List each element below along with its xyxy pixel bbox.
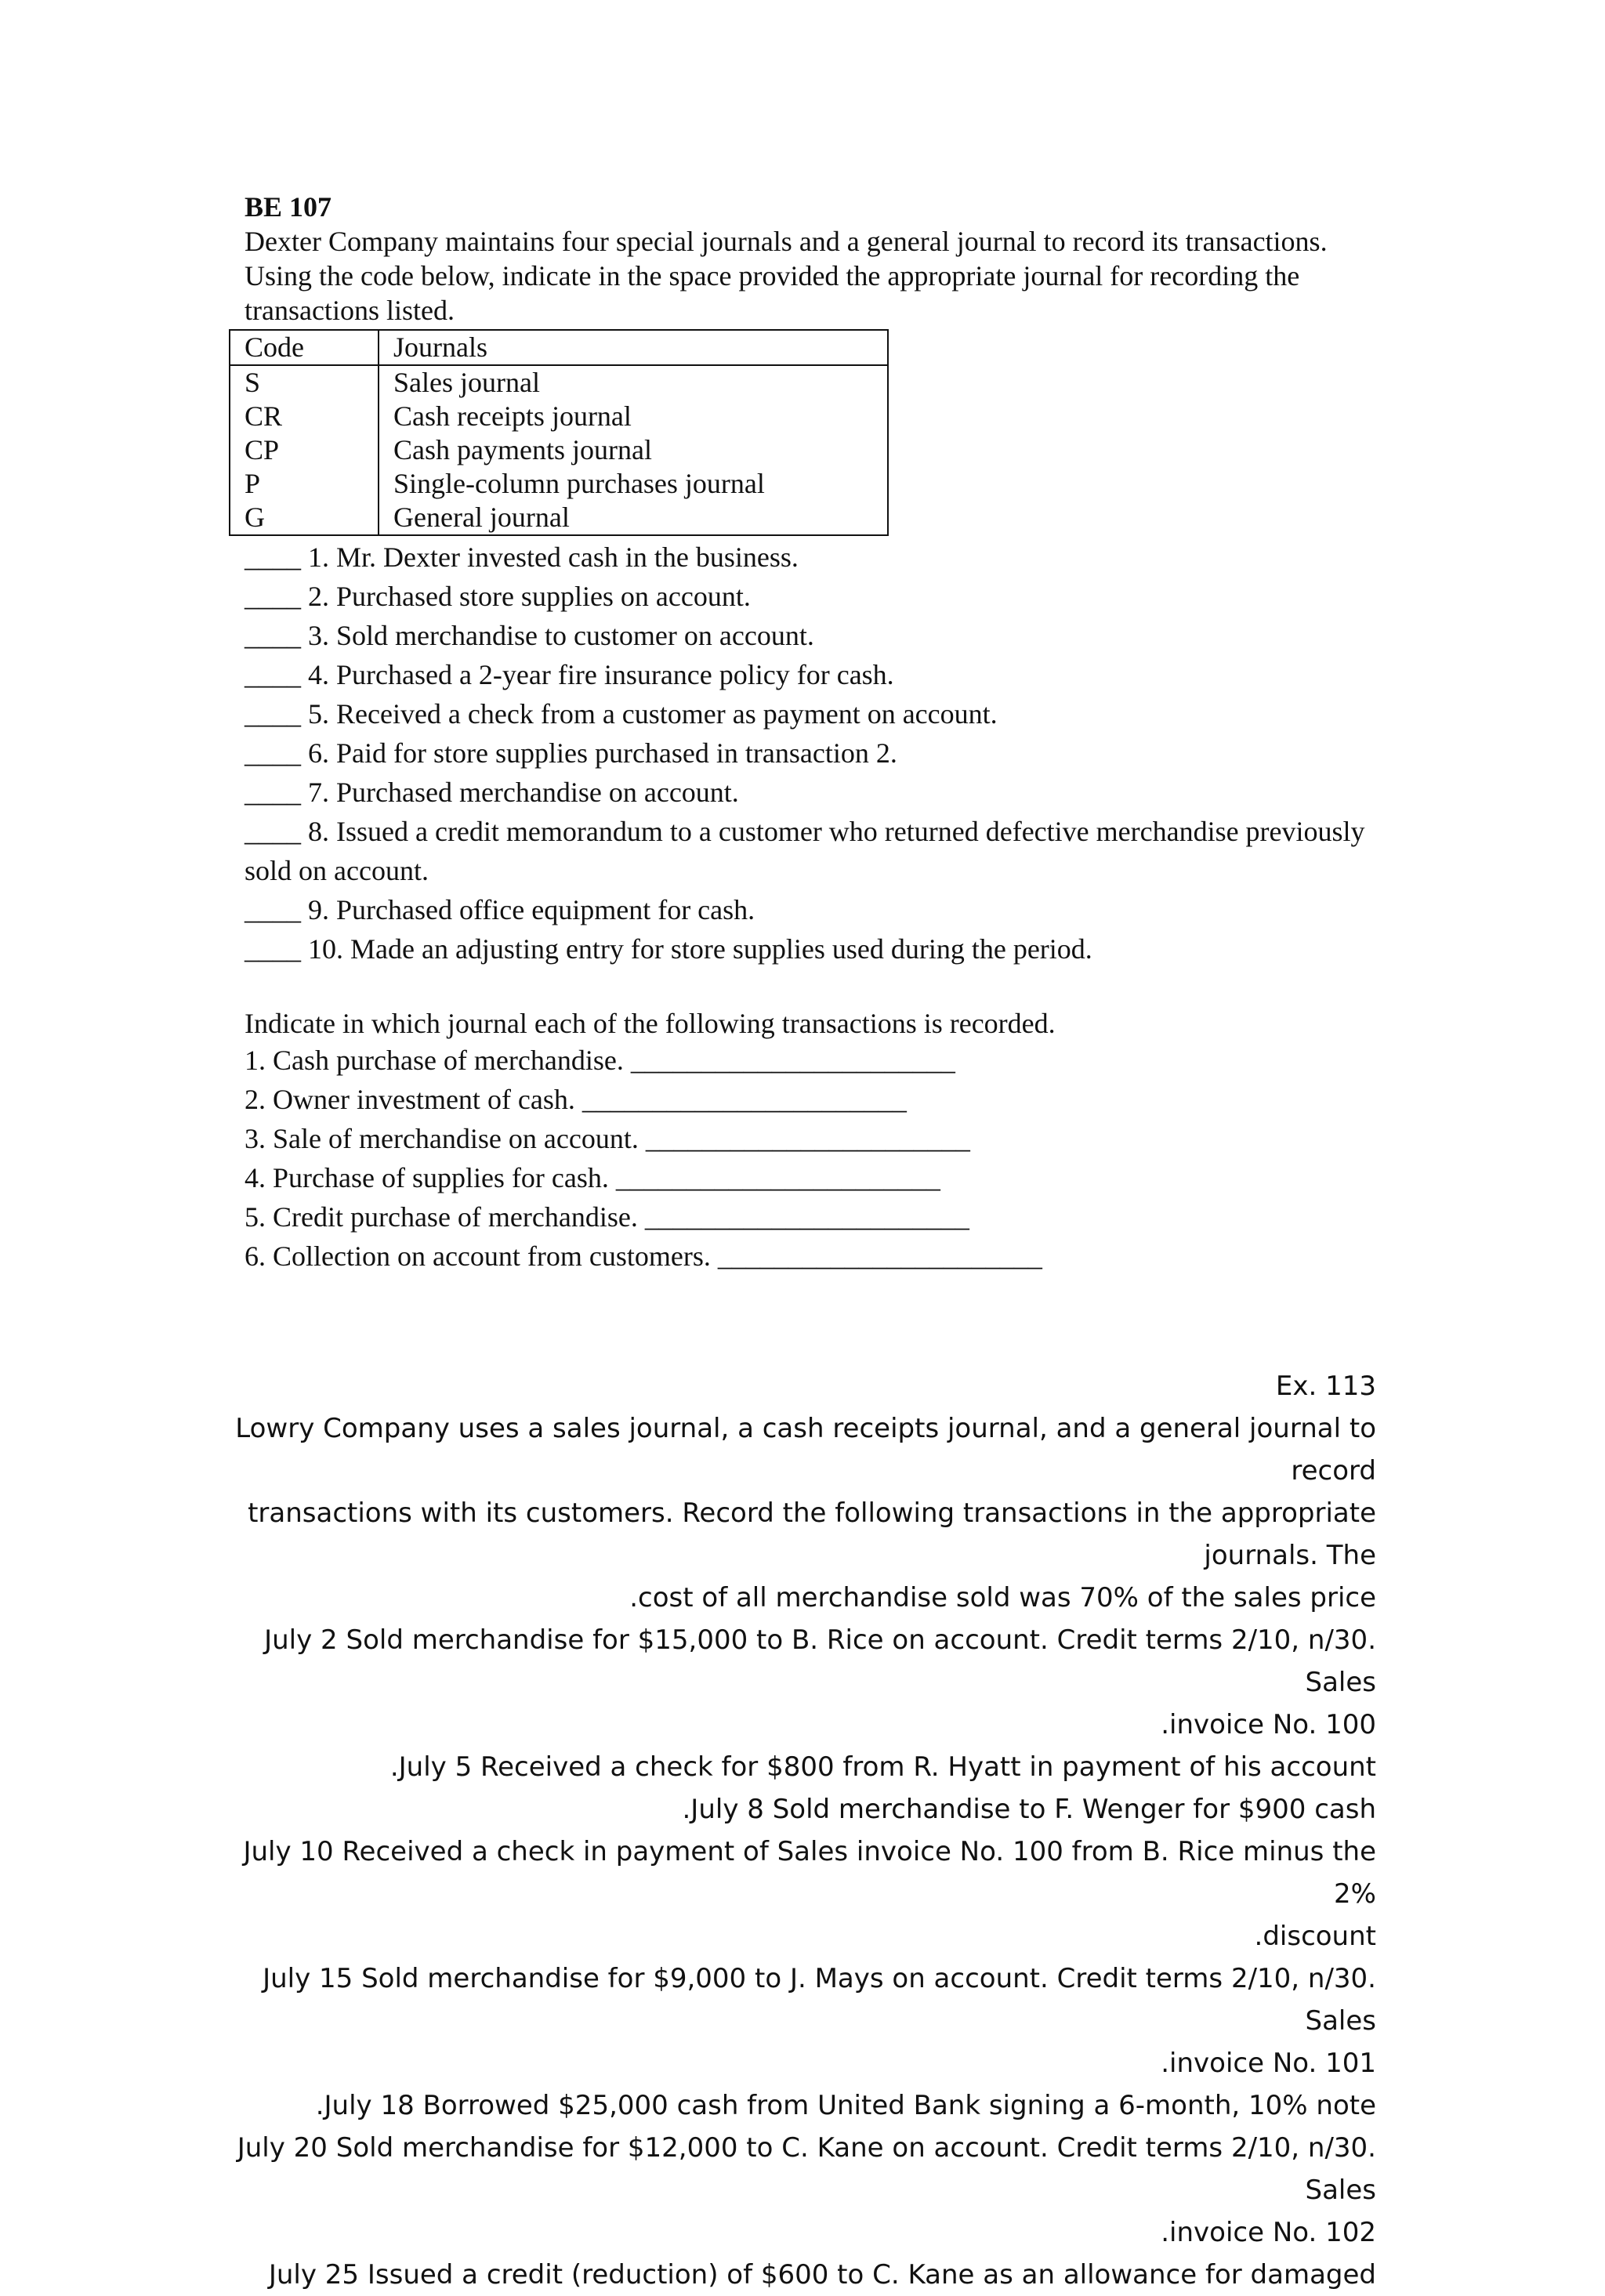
table-row — [230, 467, 888, 501]
list-item: ____ 6. Paid for store supplies purchased in transaction 2. — [245, 737, 897, 769]
table-header-journals: Journals — [379, 330, 888, 365]
ex-line: July 25 Issued a credit (reduction) of $600 to C. Kane as an allowance for damaged — [268, 2259, 1376, 2291]
ex-line: journals. The — [1204, 1540, 1376, 1571]
list-item: ____ 10. Made an adjusting entry for store supplies used during the period. — [245, 933, 1092, 965]
ex-title: Ex. 113 — [1275, 1371, 1376, 1402]
table-cell-journal: Cash payments journal — [393, 434, 652, 465]
list-item: ____ 1. Mr. Dexter invested cash in the business. — [245, 541, 799, 573]
be-title: BE 107 — [245, 191, 332, 223]
question-list — [245, 1041, 1389, 1276]
ex-line: July 20 Sold merchandise for $12,000 to C. Kane on account. Credit terms 2/10, n/30. Sales — [237, 2132, 1376, 2206]
table-cell-journal: Cash receipts journal — [393, 400, 632, 432]
ex-line: July 15 Sold merchandise for $9,000 to J. Mays on account. Credit terms 2/10, n/30. Sales — [263, 1963, 1376, 2037]
table-row — [230, 501, 888, 535]
table-cell-code: P — [230, 467, 379, 501]
be-107-section — [245, 190, 1389, 1276]
ex-line: July 2 Sold merchandise for $15,000 to B. Rice on account. Credit terms 2/10, n/30. Sales — [264, 1624, 1376, 1698]
table-cell-journal: Single-column purchases journal — [393, 468, 765, 499]
journal-code-table — [229, 329, 889, 536]
list-item: 2. Owner investment of cash. _______________________ — [245, 1084, 907, 1115]
be-intro-2: Using the code below, indicate in the space provided the appropriate journal for recording the transactions listed. — [245, 260, 1300, 326]
list-item: ____ 4. Purchased a 2-year fire insurance policy for cash. — [245, 659, 894, 690]
ex-113-section — [232, 1365, 1376, 2296]
table-row — [230, 365, 888, 400]
list-item: 3. Sale of merchandise on account. _______________________ — [245, 1123, 970, 1154]
ex-line: .invoice No. 102 — [1161, 2217, 1376, 2248]
table-row — [230, 433, 888, 467]
list-item: ____ 3. Sold merchandise to customer on account. — [245, 620, 814, 651]
ex-line: .July 8 Sold merchandise to F. Wenger for $900 cash — [682, 1794, 1376, 1825]
ex-line: .July 18 Borrowed $25,000 cash from United Bank signing a 6-month, 10% note — [315, 2090, 1376, 2121]
ex-line: transactions with its customers. Record the following transactions in the appropriate — [248, 1497, 1376, 1529]
ex-line: .July 5 Received a check for $800 from R. Hyatt in payment of his account — [389, 1751, 1376, 1783]
ex-line: Lowry Company uses a sales journal, a cash receipts journal, and a general journal to record — [235, 1413, 1376, 1487]
list-item: 6. Collection on account from customers. _______________________ — [245, 1240, 1042, 1272]
table-cell-code: CR — [230, 400, 379, 433]
ex-line: .invoice No. 101 — [1161, 2048, 1376, 2079]
list-item: 5. Credit purchase of merchandise. _______________________ — [245, 1201, 969, 1233]
ex-line: .discount — [1254, 1921, 1376, 1952]
be-intro-1: Dexter Company maintains four special journals and a general journal to record its transactions. — [245, 226, 1328, 257]
transaction-task-list — [245, 538, 1389, 969]
list-item: ____ 7. Purchased merchandise on account. — [245, 777, 739, 808]
ex-line: July 10 Received a check in payment of Sales invoice No. 100 from B. Rice minus the 2% — [243, 1836, 1376, 1910]
table-cell-code: G — [230, 501, 379, 535]
table-cell-code: S — [230, 365, 379, 400]
table-row — [230, 400, 888, 433]
list-item: ____ 8. Issued a credit memorandum to a customer who returned defective merchandise previously sold on account. — [245, 816, 1365, 886]
list-item: ____ 5. Received a check from a customer as payment on account. — [245, 698, 998, 730]
ex-line: .cost of all merchandise sold was 70% of the sales price — [629, 1582, 1376, 1613]
list-item: ____ 9. Purchased office equipment for cash. — [245, 894, 755, 925]
list-item: ____ 2. Purchased store supplies on account. — [245, 581, 751, 612]
table-header-row — [230, 330, 888, 365]
table-header-code: Code — [230, 330, 379, 365]
list-item: 1. Cash purchase of merchandise. _______________________ — [245, 1045, 955, 1076]
ex-line: .invoice No. 100 — [1161, 1709, 1376, 1740]
question-intro: Indicate in which journal each of the following transactions is recorded. — [245, 1008, 1056, 1039]
list-item: 4. Purchase of supplies for cash. _______________________ — [245, 1162, 940, 1193]
table-cell-code: CP — [230, 433, 379, 467]
table-cell-journal: Sales journal — [393, 367, 540, 398]
table-cell-journal: General journal — [393, 502, 570, 533]
